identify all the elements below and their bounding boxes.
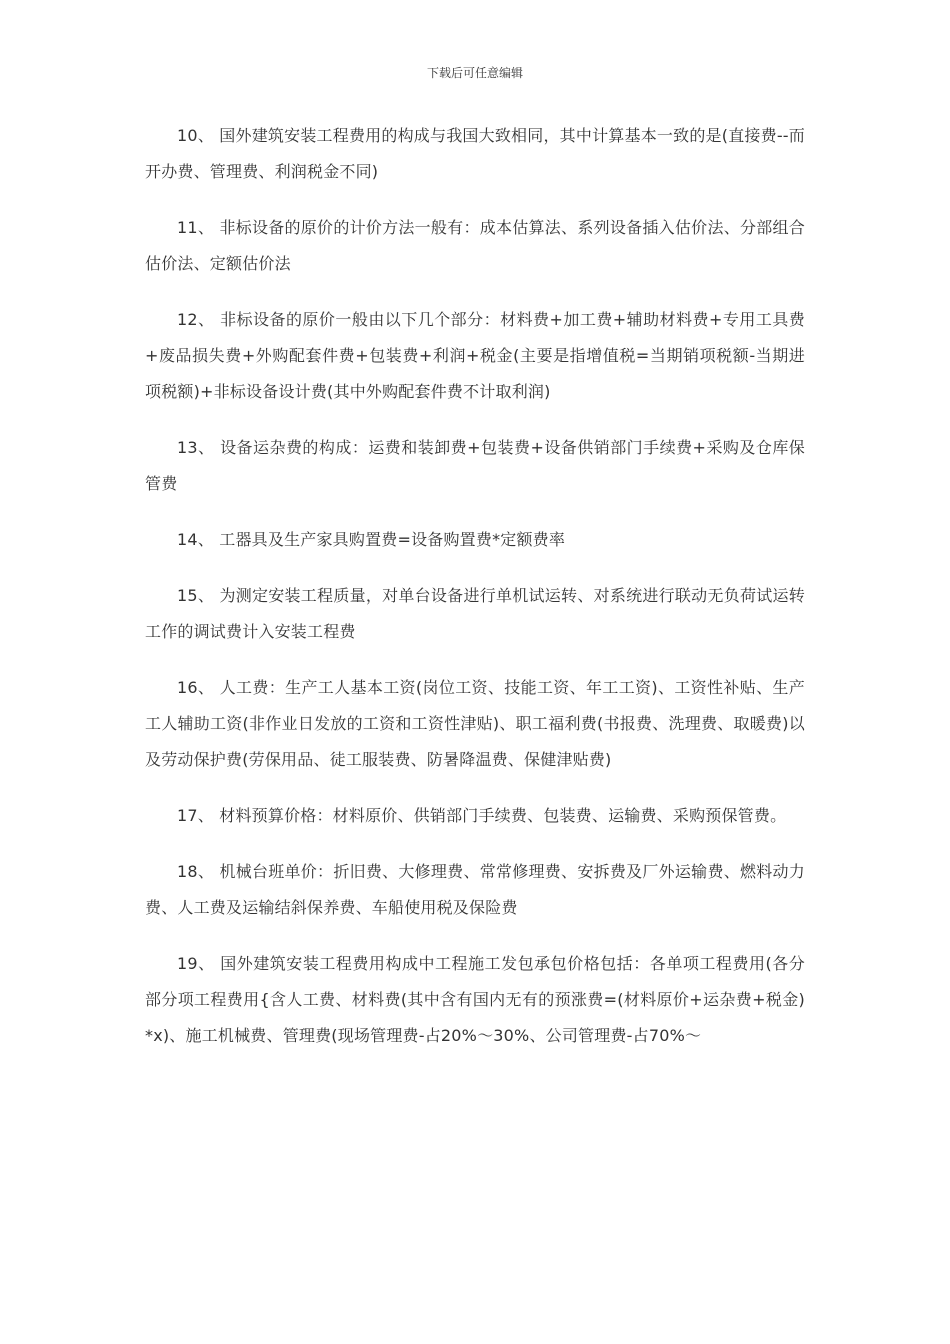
document-body (145, 118, 805, 1074)
item-number: 15、 (177, 586, 215, 605)
item-text: 人工费：生产工人基本工资(岗位工资、技能工资、年工工资)、工资性补贴、生产工人辅助工资(非作业日发放的工资和工资性津贴)、职工福利费(书报费、洗理费、取暖费)以及劳动保护费(劳保用品、徒工服装费、防暑降温费、保健津贴费) (145, 678, 805, 769)
item-number: 11、 (177, 218, 215, 237)
item-number: 19、 (177, 954, 215, 973)
list-item (145, 578, 805, 650)
item-text: 工器具及生产家具购置费=设备购置费*定额费率 (219, 530, 566, 549)
item-text: 机械台班单价：折旧费、大修理费、常常修理费、安拆费及厂外运输费、燃料动力费、人工费及运输结斜保养费、车船使用税及保险费 (145, 862, 805, 917)
list-item (145, 210, 805, 282)
list-item (145, 118, 805, 190)
item-text: 国外建筑安装工程费用的构成与我国大致相同，其中计算基本一致的是(直接费--而开办费、管理费、利润税金不同) (145, 126, 805, 181)
item-number: 10、 (177, 126, 214, 145)
item-number: 18、 (177, 862, 215, 881)
item-text: 为测定安装工程质量，对单台设备进行单机试运转、对系统进行联动无负荷试运转工作的调试费计入安装工程费 (145, 586, 805, 641)
list-item (145, 946, 805, 1054)
item-text: 国外建筑安装工程费用构成中工程施工发包承包价格包括：各单项工程费用(各分部分项工程费用{含人工费、材料费(其中含有国内无有的预涨费=(材料原价+运杂费+税金)*x)、施工机械费、管理费(现场管理费-占20%～30%、公司管理费-占70%～ (145, 954, 805, 1045)
item-text: 非标设备的原价一般由以下几个部分：材料费+加工费+辅助材料费+专用工具费+废品损失费+外购配套件费+包装费+利润+税金(主要是指增值税=当期销项税额-当期进项税额)+非标设备设计费(其中外购配套件费不计取利润) (145, 310, 805, 401)
list-item (145, 854, 805, 926)
list-item (145, 302, 805, 410)
item-number: 14、 (177, 530, 214, 549)
item-text: 设备运杂费的构成：运费和装卸费+包装费+设备供销部门手续费+采购及仓库保管费 (145, 438, 805, 493)
item-text: 材料预算价格：材料原价、供销部门手续费、包装费、运输费、采购预保管费。 (219, 806, 787, 825)
item-number: 16、 (177, 678, 215, 697)
item-number: 12、 (177, 310, 215, 329)
list-item (145, 430, 805, 502)
item-number: 17、 (177, 806, 214, 825)
list-item (145, 670, 805, 778)
item-number: 13、 (177, 438, 215, 457)
list-item (145, 522, 805, 558)
item-text: 非标设备的原价的计价方法一般有：成本估算法、系列设备插入估价法、分部组合估价法、定额估价法 (145, 218, 805, 273)
page-header: 下载后可任意编辑 (426, 66, 523, 80)
list-item (145, 798, 805, 834)
